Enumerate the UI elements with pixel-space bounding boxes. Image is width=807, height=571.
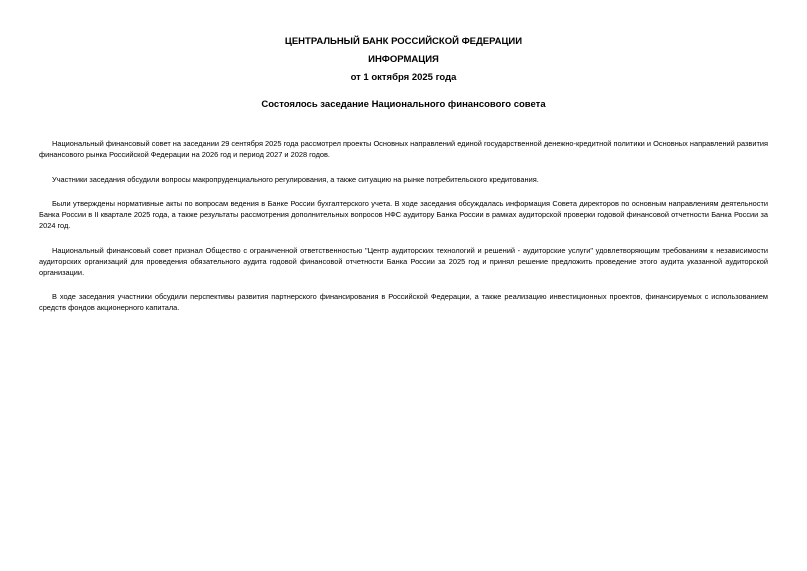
paragraph: Национальный финансовый совет на заседании 29 сентября 2025 года рассмотрел проекты Основных направлений единой государственной денежно-кредитной политики и Основных направлений развития финансового рынка Российской Федерации на 2026 год и период 2027 и 2028 годов. bbox=[39, 139, 768, 159]
paragraph: Национальный финансовый совет признал Общество с ограниченной ответственностью "Центр аудиторских технологий и решений - аудиторские услуги" удовлетворяющим требованиям к независимости аудиторских организаций для проведения обязательного аудита годовой финансовой отчетности Банка России за 2025 год и принял решение предложить проведение этого аудита указанной аудиторской организации. bbox=[39, 245, 768, 277]
organization-name: ЦЕНТРАЛЬНЫЙ БАНК РОССИЙСКОЙ ФЕДЕРАЦИИ bbox=[284, 36, 523, 47]
document-type: ИНФОРМАЦИЯ bbox=[368, 54, 439, 65]
document-date: от 1 октября 2025 года bbox=[350, 72, 457, 83]
paragraph: Участники заседания обсудили вопросы макропруденциального регулирования, а также ситуацию на рынке потребительского кредитования. bbox=[52, 174, 539, 184]
document-title: Состоялось заседание Национального финансового совета bbox=[261, 99, 546, 110]
paragraph: Были утверждены нормативные акты по вопросам ведения в Банке России бухгалтерского учета. В ходе заседания обсуждалась информация Совета директоров по основным направлениям деятельности Банка России в II квартале 2025 года, а также результаты рассмотрения дополнительных вопросов НФС аудитору Банка России в рамках аудиторской проверки годовой финансовой отчетности Банка России за 2024 год. bbox=[39, 199, 768, 230]
document-body bbox=[39, 138, 768, 313]
paragraph: В ходе заседания участники обсудили перспективы развития партнерского финансирования в Российской Федерации, а также реализацию инвестиционных проектов, финансируемых с использованием средств фондов акционерного капитала. bbox=[39, 292, 768, 312]
